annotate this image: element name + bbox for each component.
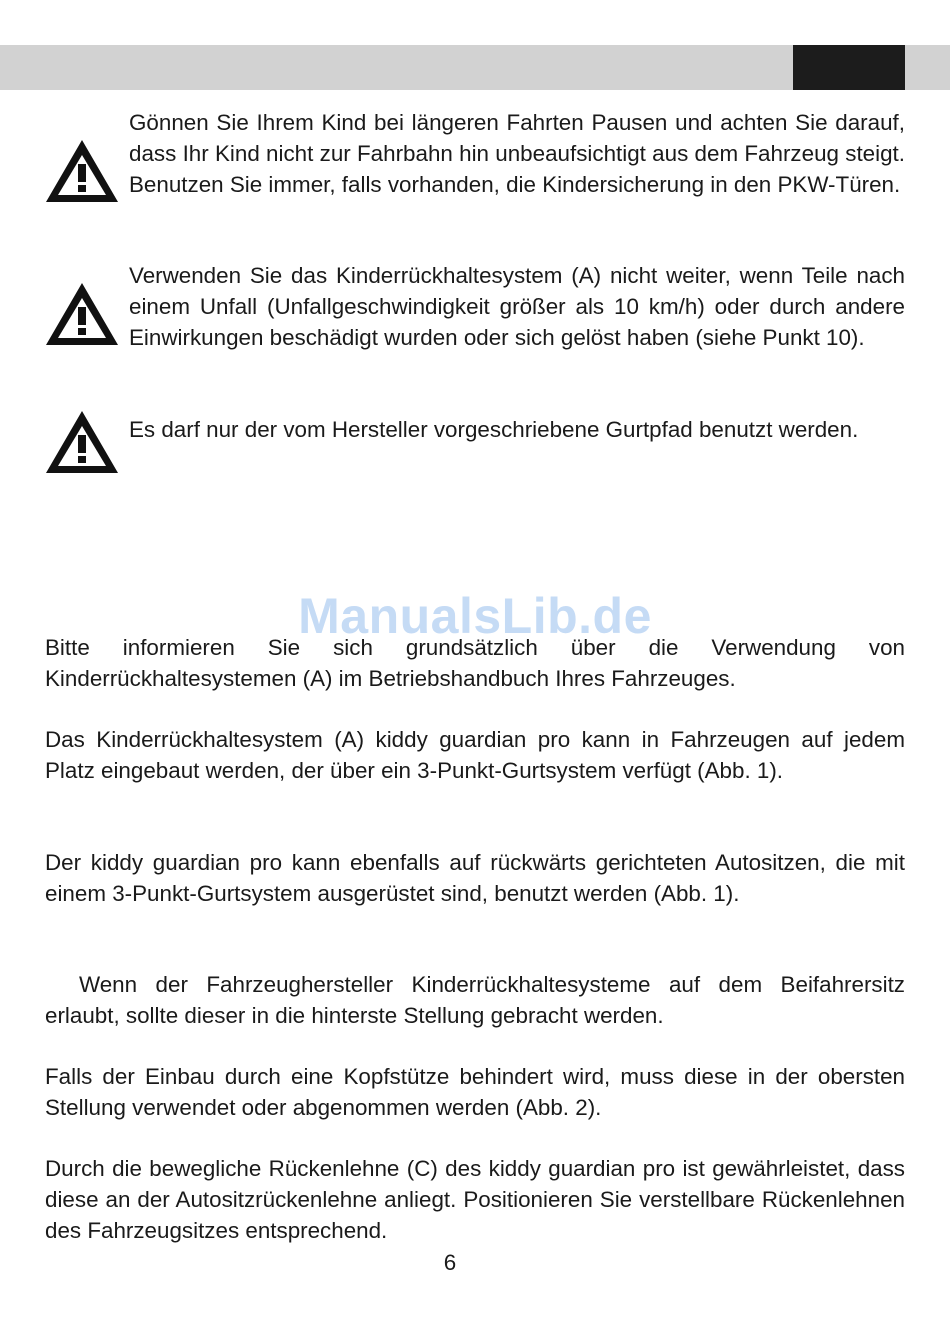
paragraph: Der kiddy guardian pro kann ebenfalls auf rückwärts gerichteten Autositzen, die mit einem 3-Punkt-Gurtsystem ausgerüstet sind, benutzt werden (Abb. 1). [45,850,905,906]
warning-text: Es darf nur der vom Hersteller vorgeschriebene Gurtpfad benutzt werden. [129,417,859,442]
page-number: 6 [443,1250,457,1275]
warning-triangle-icon [44,409,120,475]
paragraph: Wenn der Fahrzeughersteller Kinderrückhaltesysteme auf dem Beifahrersitz erlaubt, sollte dieser in die hinterste Stellung gebracht werden. [45,972,905,1028]
warning-text: Gönnen Sie Ihrem Kind bei längeren Fahrten Pausen und achten Sie darauf, dass Ihr Kind nicht zur Fahrbahn hin unbeaufsichtigt aus dem Fahrzeug steigt. Benutzen Sie immer, falls vorhanden, die Kindersicherung in den PKW-Türen. [129,110,905,197]
paragraph: Durch die bewegliche Rückenlehne (C) des kiddy guardian pro ist gewährleistet, dass diese an der Autositzrückenlehne anliegt. Positionieren Sie verstellbare Rückenlehnen des Fahrzeugsitzes entsprechend. [45,1156,905,1243]
paragraph: Falls der Einbau durch eine Kopfstütze behindert wird, muss diese in der obersten Stellung verwendet oder abgenommen werden (Abb. 2). [45,1064,905,1120]
paragraph: Bitte informieren Sie sich grundsätzlich über die Verwendung von Kinderrückhaltesystemen (A) im Betriebshandbuch Ihres Fahrzeuges. [45,635,905,691]
header-tab-block [793,45,905,90]
warning-text: Verwenden Sie das Kinderrückhaltesystem (A) nicht weiter, wenn Teile nach einem Unfall (Unfallgeschwindigkeit größer als 10 km/h) oder durch andere Einwirkungen beschädigt wurden oder sich gelöst haben (siehe Punkt 10). [129,263,905,350]
header-bar [0,45,950,90]
watermark: ManualsLib.de [298,588,652,644]
paragraph: Das Kinderrückhaltesystem (A) kiddy guardian pro kann in Fahrzeugen auf jedem Platz eingebaut werden, der über ein 3-Punkt-Gurtsystem verfügt (Abb. 1). [45,727,905,783]
warning-triangle-icon [44,281,120,347]
warning-triangle-icon [44,138,120,204]
